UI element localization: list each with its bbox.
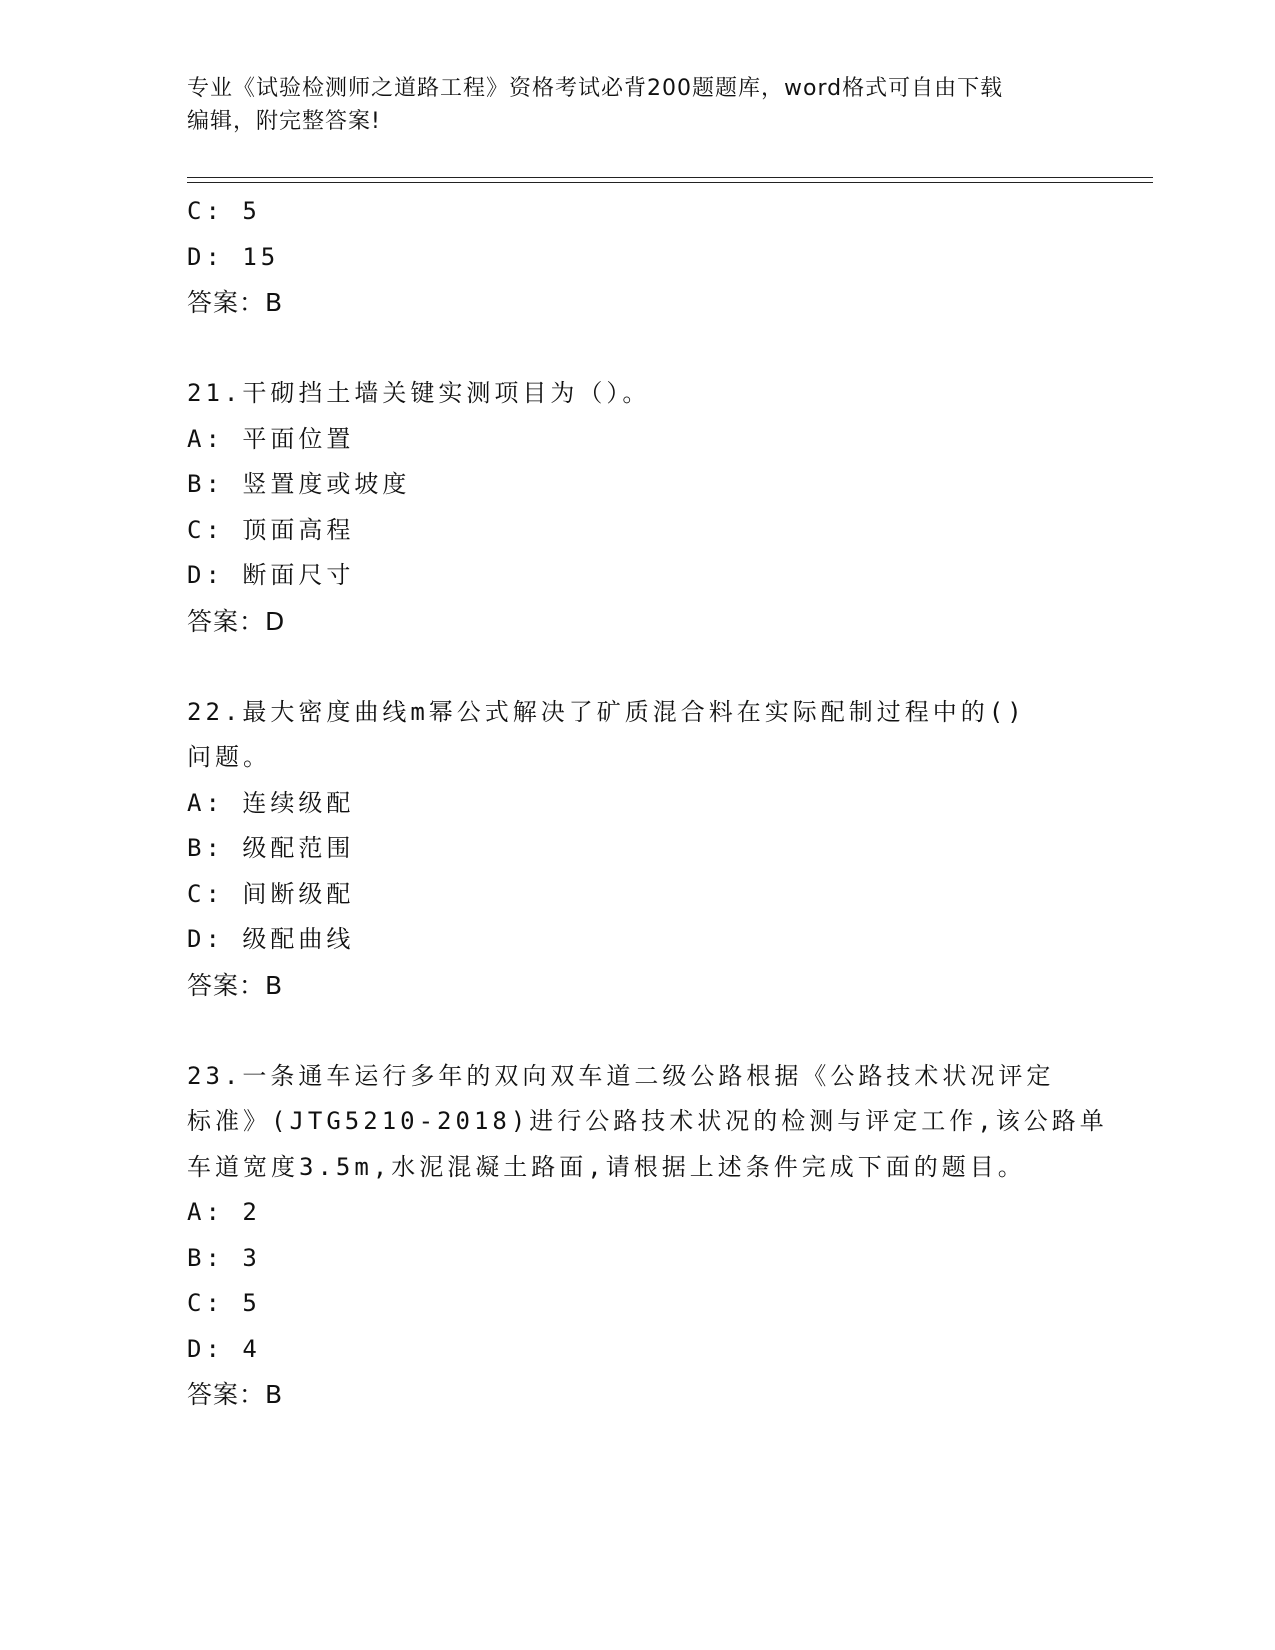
question-stem-line-1: 22.最大密度曲线m幂公式解决了矿质混合料在实际配制过程中的()	[187, 697, 1026, 726]
question-22	[187, 690, 1087, 1009]
question-23	[187, 1054, 1108, 1418]
option-a: A: 连续级配	[187, 788, 355, 817]
question-stem: 21.干砌挡土墙关键实测项目为（）。	[187, 379, 651, 407]
answer-line: 答案：D	[187, 606, 286, 636]
spacer	[187, 644, 1087, 690]
document-header	[187, 72, 1087, 138]
question-stem-line-2: 问题。	[187, 743, 271, 771]
option-a: A: 2	[187, 1198, 261, 1226]
answer-line: 答案：B	[187, 970, 284, 1000]
option-a: A: 平面位置	[187, 424, 355, 453]
option-c: C: 间断级配	[187, 879, 355, 908]
header-divider-bottom	[187, 182, 1153, 183]
question-20	[187, 189, 1087, 326]
answer-line: 答案：B	[187, 288, 284, 317]
spacer	[187, 326, 1087, 372]
option-d: D: 4	[187, 1334, 261, 1363]
option-b: B: 级配范围	[187, 834, 355, 862]
question-stem-line-1: 23.一条通车运行多年的双向双车道二级公路根据《公路技术状况评定	[187, 1061, 1055, 1090]
option-d: D: 级配曲线	[187, 925, 355, 953]
spacer	[187, 1008, 1087, 1054]
option-d: D: 15	[187, 242, 280, 271]
option-b: B: 竖置度或坡度	[187, 470, 411, 498]
question-21	[187, 371, 1087, 644]
option-b: B: 3	[187, 1243, 261, 1272]
header-line-2: 编辑，附完整答案!	[187, 109, 381, 134]
question-stem-line-2: 标准》(JTG5210-2018)进行公路技术状况的检测与评定工作,该公路单	[187, 1107, 1108, 1135]
option-d: D: 断面尺寸	[187, 561, 355, 589]
header-line-1: 专业《试验检测师之道路工程》资格考试必背200题题库，word格式可自由下载	[187, 76, 1004, 101]
option-c: C: 5	[187, 197, 261, 225]
option-c: C: 5	[187, 1289, 261, 1317]
answer-line: 答案：B	[187, 1380, 284, 1409]
header-divider-top	[187, 177, 1153, 178]
option-c: C: 顶面高程	[187, 515, 355, 544]
question-stem-line-3: 车道宽度3.5m,水泥混凝土路面,请根据上述条件完成下面的题目。	[187, 1152, 1026, 1181]
question-list	[187, 189, 1108, 1418]
